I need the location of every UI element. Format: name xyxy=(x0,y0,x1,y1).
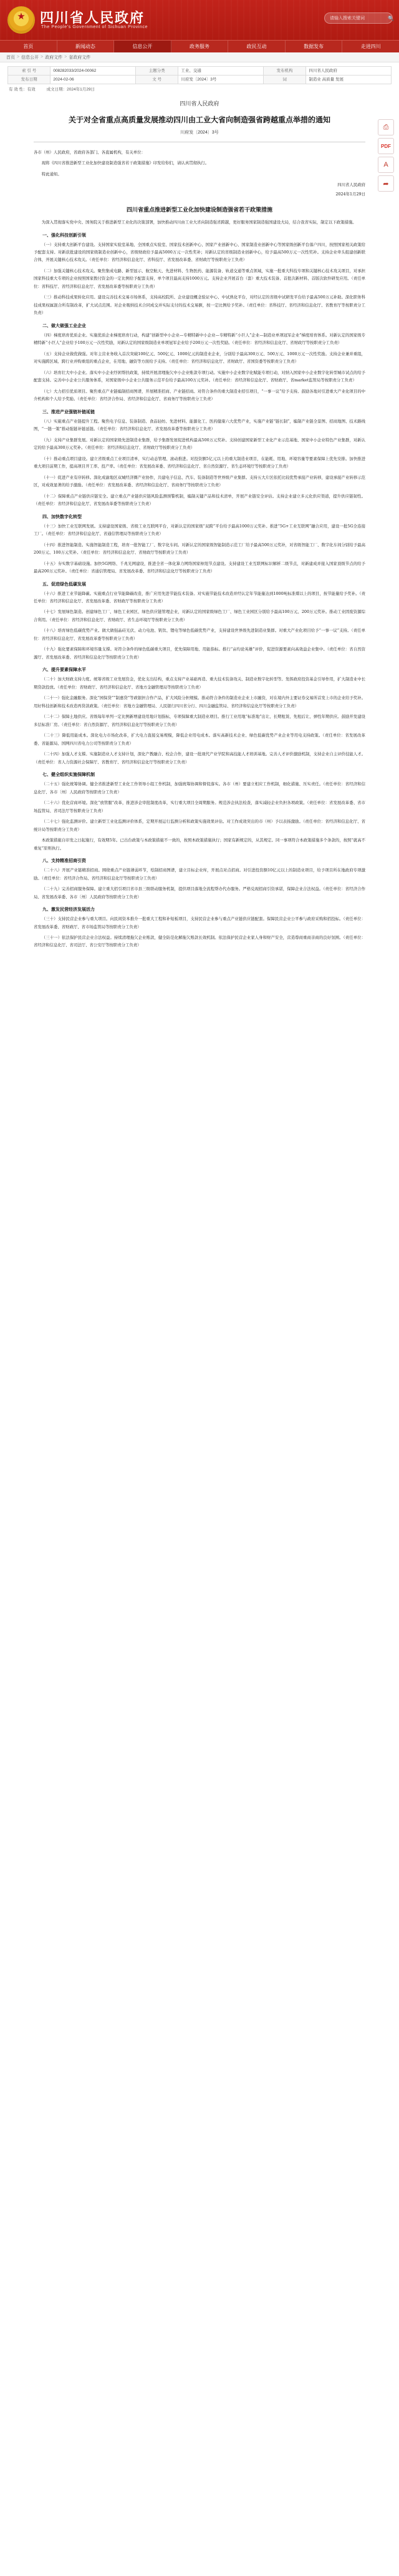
section-heading-2: 二、做大做强工业企业 xyxy=(42,322,86,328)
section-6-paragraph-3: （二十二）保障土地供应。省级每年单列一定比例新增建设用地计划指标，专项保障重大制造业项目。推行工业用地“标准地”出让、长期租赁、先租后让、弹性年期供应。鼓励开发建设多层标准厂房。（责任单位：省自然资源厅、省经济和信息化厅等按职责分工负责） xyxy=(34,714,365,727)
breadcrumb-item-home[interactable]: 首页 xyxy=(6,55,15,60)
document-issuing-org: 四川省人民政府 xyxy=(180,101,219,108)
share-button[interactable]: ➦ xyxy=(378,175,394,192)
nav-item-data[interactable]: 数据发布 xyxy=(286,41,343,52)
meta-value-issue-date: 2024年1月29日 xyxy=(67,87,95,92)
meta-table xyxy=(7,66,392,84)
section-8-paragraph-2: （二十九）完善招商服务保障。建立重大招引项目省市县三级联动服务机制，提供项目落地全流程帮办代办服务。严格兑现招商引资承诺，保障企业合法权益。（责任单位：省经济合作局、省发展改革委、各市〔州〕人民政府等按职责分工负责） xyxy=(34,886,365,899)
section-1-paragraph-1: （一）支持重大创新平台建设。支持国家实验室基地、全国重点实验室、国家技术创新中心、国家产业创新中心、国家制造业创新中心等国家级创新平台落户四川，按照国家相关政策给予配套支持。对新获批建设的国家级制造业创新中心，省级财政给予最高5000万元一次性奖补；对新认定的省级制造业创新中心，给予最高500万元一次性奖补。支持企业牵头组建创新联合体，开展关键核心技术攻关。（责任单位：省经济和信息化厅、省科技厅、省发展改革委、省财政厅等按职责分工负责） xyxy=(34,242,365,263)
section-5-paragraph-1: （十六）推进工业节能降碳。实施重点行业节能降碳改造，推广应用先进节能技术装备。对实施节能技术改造并经认定年节能量达到1000吨标准煤以上的项目，按节能量给予奖补。（责任单位：省经济和信息化厅、省发展改革委、省财政厅等按职责分工负责） xyxy=(34,590,365,604)
page-title: 关于对全省重点高质量发展推动四川由工业大省向制造强省跨越重点举措的通知 xyxy=(68,115,330,125)
section-2-paragraph-2: （五）支持企业做优做强。对年主营业务收入首次突破100亿元、500亿元、1000亿元的制造业企业，分别给予最高300万元、500万元、1000万元一次性奖励。支持企业兼并重组，对实施跨区域、跨行业并购重组的重点企业，在用地、融资等方面给予支持。（责任单位：省经济和信息化厅、省财政厅、省国资委等按职责分工负责） xyxy=(34,351,365,365)
site-search[interactable] xyxy=(324,12,393,24)
section-7-paragraph-4: 本政策措施自印发之日起施行，有效期5年。已出台政策与本政策措施不一致的，按照本政策措施执行；国家有新规定的，从其规定。同一事项符合本政策措施多个条款的，按照“就高不重复”原则执行。 xyxy=(34,838,365,851)
nav-item-home[interactable]: 首页 xyxy=(0,41,57,52)
section-heading-1: 一、强化科技创新引领 xyxy=(42,232,86,238)
section-6-paragraph-2: （二十一）强化金融服务。深化“园保贷”“制惠贷”等政银担合作产品，扩大风险分担规模。推动符合条件的制造业企业上市融资，对在境内外主要证券交易所首发上市的企业给予奖补。用好科技创新和技术改造再贷款政策。（责任单位：省地方金融管理局、人民银行四川省分行、四川金融监管局、省经济和信息化厅等按职责分工负责） xyxy=(34,695,365,708)
meta-key-publish-date: 发布日期 xyxy=(8,76,50,84)
meta-issue-date: 成文日期：2024年1月29日 xyxy=(46,87,95,92)
section-6-paragraph-5: （二十四）加强人才支撑。实施制造业人才支持计划，深化产教融合、校企合作，建设一批现代产业学院和高技能人才培训基地。完善人才评价激励机制，支持企业自主评价技能人才。（责任单位：省人力资源社会保障厅、省教育厅、省经济和信息化厅等按职责分工负责） xyxy=(34,752,365,765)
nav-item-news[interactable]: 新闻动态 xyxy=(57,41,115,52)
section-heading-6: 六、提升要素保障水平 xyxy=(42,667,86,673)
table-row xyxy=(8,67,392,76)
side-toolbar[interactable] xyxy=(377,119,395,192)
section-5-paragraph-2: （十七）发展绿色制造。创建绿色工厂、绿色工业园区、绿色供应链管理企业，对新认定的国家级绿色工厂、绿色工业园区分别给予最高100万元、200万元奖补。推动工业固废资源综合利用。（责任单位：省经济和信息化厅、省财政厅、省生态环境厅等按职责分工负责） xyxy=(34,609,365,622)
document-intro-paragraph: 现将《四川省推进新型工业化加快建设制造强省若干政策措施》印发给你们，请认真贯彻执行。 xyxy=(41,160,209,166)
breadcrumb-item-gov-docs[interactable]: 政府文件 xyxy=(45,55,63,60)
attachment-intro: 为深入贯彻落实党中央、国务院关于推进新型工业化的决策部署，加快推动四川由工业大省向制造强省跨越，更好服务国家制造强国建设大局，结合我省实际，制定以下政策措施。 xyxy=(41,220,357,225)
section-4-paragraph-2: （十四）推进智能制造。实施智能制造工程，培育一批智能工厂、数字化车间。对新认定的国家级智能制造示范工厂给予最高500万元奖补，对省级智能工厂、数字化车间分别给予最高200万元、100万元奖补。（责任单位：省经济和信息化厅、省财政厅等按职责分工负责） xyxy=(34,542,365,556)
section-7-paragraph-2: （二十六）优化营商环境。深化“放管服”改革，推进涉企审批制度改革，实行重大项目全周期服务。规范涉企执法检查，落实减轻企业负担各项政策。（责任单位：省发展改革委、省市场监管局、省司法厅等按职责分工负责） xyxy=(34,800,365,813)
table-row xyxy=(8,76,392,84)
section-5-paragraph-3: （十八）培育绿色低碳优势产业。做大做强晶硅光伏、动力电池、钒钛、锂电等绿色低碳优势产业，支持建设世界级先进制造业集群。对重大产业化项目给予“一事一议”支持。（责任单位：省经济和信息化厅、省发展改革委等按职责分工负责） xyxy=(34,628,365,641)
section-heading-9: 九、激发民营经济发展活力 xyxy=(42,906,95,913)
section-7-paragraph-3: （二十七）强化监测评价。建立新型工业化监测评价体系，定期开展运行监测分析和政策实施效果评估。对工作成效突出的市（州）予以表扬激励。（责任单位：省经济和信息化厅、省统计局等按职责分工负责） xyxy=(34,819,365,832)
section-9-paragraph-1: （三十）支持民营企业参与重大项目。向民间资本推介一批重大工程和补短板项目，支持民营企业参与重点产业链供应链配套。保障民营企业公平参与政府采购和招投标。（责任单位：省发展改革委、省财政厅、省市场监管局等按职责分工负责） xyxy=(34,916,365,929)
document-number: 川府发〔2024〕3号 xyxy=(180,130,219,135)
meta-value-publisher: 四川省人民政府 xyxy=(306,67,392,76)
section-heading-4: 四、加快数字化转型 xyxy=(42,513,82,519)
section-8-paragraph-1: （二十八）开展产业链精准招商。围绕重点产业链薄弱环节，绘制招商图谱，建立目标企业库，开展点对点招商。对引进投资额10亿元以上的制造业项目，给予项目所在地政府专项激励。（责任单位：省经济合作局、省经济和信息化厅等按职责分工负责） xyxy=(34,868,365,881)
section-3-paragraph-2: （九）支持产业集群发展。对新认定的国家级先进制造业集群，给予集群发展促进机构最高500万元奖补。支持创建国家新型工业化产业示范基地、国家中小企业特色产业集群，对新认定的给予最高300万元奖补。（责任单位：省经济和信息化厅、省财政厅等按职责分工负责） xyxy=(34,437,365,451)
breadcrumb-separator: > xyxy=(41,55,44,59)
site-title: 四川省人民政府 xyxy=(40,11,145,26)
section-3-paragraph-4: （十一）促进产业有序转移。深化成渝地区双城经济圈产业协作，共建电子信息、汽车、装备制造等世界级产业集群。支持五大片区依托比较优势承接产业转移，建设承接产业转移示范区，对成效显著的给予激励。（责任单位：省发展改革委、省经济和信息化厅、省商务厅等按职责分工负责） xyxy=(34,474,365,488)
breadcrumb-item-disclosure[interactable]: 信息公开 xyxy=(21,55,39,60)
meta-value-publish-date: 2024-02-06 xyxy=(50,76,136,84)
document-meta xyxy=(0,62,399,92)
meta-value-keywords: 制造业 高质量 发展 xyxy=(306,76,392,84)
breadcrumb-item-current: 省政府文件 xyxy=(69,55,91,60)
meta-value-index: 008282033/2024-00062 xyxy=(50,67,136,76)
document-body xyxy=(0,92,399,986)
national-emblem-icon xyxy=(7,6,35,34)
meta-key-validity: 有 效 性 xyxy=(9,87,24,92)
meta-value-category: 工业、交通 xyxy=(178,67,264,76)
breadcrumb-separator: > xyxy=(64,55,67,59)
font-size-button[interactable]: A xyxy=(378,157,394,173)
section-4-paragraph-3: （十五）夯实数字基础设施。加快5G网络、千兆光网建设，推进全省一体化算力网络国家枢纽节点建设。支持建设工业互联网标识解析二级节点，对新建成并接入国家顶级节点的给予最高200万元奖补。（责任单位：省通信管理局、省发展改革委、省经济和信息化厅等按职责分工负责） xyxy=(34,561,365,574)
site-subtitle: The People's Government of Sichuan Province xyxy=(41,25,148,29)
search-input[interactable] xyxy=(329,16,388,21)
nav-item-interaction[interactable]: 政民互动 xyxy=(228,41,286,52)
section-2-paragraph-4: （七）大力招引优质项目。聚焦重点产业链编制招商图谱，开展精准招商、产业链招商。对符合条件的重大制造业招引项目，“一事一议”给予支持。鼓励各地对引进重大产业化项目的中介机构和个人给予奖励。（责任单位：省经济合作局、省经济和信息化厅、省商务厅等按职责分工负责） xyxy=(34,388,365,402)
meta-key-keywords: 词 xyxy=(264,76,306,84)
meta-value-doc-number: 川府发〔2024〕3号 xyxy=(178,76,264,84)
section-9-paragraph-2: （三十一）依法保护民营企业合法权益。持续清理拖欠企业账款，健全防范化解拖欠账款长效机制。依法保护民营企业家人身和财产安全，营造尊商重商亲商的良好氛围。（责任单位：省经济和信息化厅、省司法厅、省公安厅等按职责分工负责） xyxy=(34,935,365,948)
section-7-paragraph-1: （二十五）强化统筹协调。健全省推进新型工业化工作领导小组工作机制，加强统筹协调和督促落实。各市（州）要建立相应工作机制，细化措施、压实责任。（责任单位：省经济和信息化厅、各市〔州〕人民政府等按职责分工负责） xyxy=(34,781,365,795)
section-1-paragraph-2: （二）加强关键核心技术攻关。聚焦集成电路、新型显示、航空航天、先进材料、生物医药、能源装备、轨道交通等重点领域，实施一批重大科技专项和关键核心技术攻关项目，对承担国家科技重大专项的企业按照国家拨付资金的一定比例给予配套支持，单个项目最高支持1000万元。支持企业开展首台（套）重大技术装备、首批次新材料、首版次软件研发应用。（责任单位：省科技厅、省经济和信息化厅、省发展改革委等按职责分工负责） xyxy=(34,268,365,289)
attachment-title: 四川省重点推进新型工业化加快建设制造强省若干政策措施 xyxy=(126,207,272,214)
document-tail-spacer xyxy=(34,953,365,961)
section-3-paragraph-5: （十二）保障重点产业链供应链安全。建立重点产业链供应链风险监测预警机制，编制关键产品和技术清单，开展产业链安全评估。支持企业建立多元化供应渠道，提升供应链韧性。（责任单位：省经济和信息化厅、省发展改革委等按职责分工负责） xyxy=(34,493,365,507)
section-heading-3: 三、推进产业强链补链延链 xyxy=(42,408,95,414)
site-header xyxy=(0,0,399,40)
meta-validity: 有 效 性：有效 xyxy=(9,87,36,92)
search-icon[interactable]: 🔍 xyxy=(388,15,394,21)
section-heading-5: 五、促进绿色低碳发展 xyxy=(42,580,86,587)
meta-key-doc-number: 文 号 xyxy=(136,76,178,84)
section-3-paragraph-1: （八）实施重点产业链提升工程。聚焦电子信息、装备制造、食品轻纺、先进材料、能源化工、医药健康六大优势产业，实施产业链“链长制”，编制产业链全景图、招商地图、技术路线图，“一链一策”推动强链补链延链。（责任单位：省经济和信息化厅、省发展改革委等按职责分工负责） xyxy=(34,418,365,432)
nav-item-services[interactable]: 政务服务 xyxy=(171,41,229,52)
document-intro-closing: 特此通知。 xyxy=(41,171,62,177)
section-heading-8: 八、支持精准招商引资 xyxy=(42,858,86,864)
breadcrumb-separator: > xyxy=(17,55,20,59)
main-nav[interactable] xyxy=(0,40,399,52)
meta-extra xyxy=(7,84,392,92)
nav-item-about[interactable]: 走进四川 xyxy=(360,44,381,49)
section-4-paragraph-1: （十三）加快工业互联网发展。支持建设国家级、省级工业互联网平台，对新认定的国家级“双跨”平台给予最高1000万元奖补。推进“5G+工业互联网”融合应用，建设一批5G全连接工厂。（责任单位：省经济和信息化厅、省通信管理局等按职责分工负责） xyxy=(34,523,365,537)
section-1-paragraph-3: （三）推动科技成果转化应用。建设完善技术交易市场体系，支持高校院所、企业建设概念验证中心、中试熟化平台，对经认定的省级中试研发平台给予最高500万元补助。深化职务科技成果权属混合所有制改革，扩大试点范围。对企业吸纳技术合同成交并实际支付的技术交易额，按一定比例给予奖补。（责任单位：省科技厅、省经济和信息化厅、省教育厅等按职责分工负责） xyxy=(34,295,365,316)
section-2-paragraph-3: （六）培育壮大中小企业。落实中小企业纾困帮扶政策，持续开展清理拖欠中小企业账款专项行动。实施中小企业数字化赋能专项行动，对纳入国家中小企业数字化转型城市试点的给予配套支持。完善中小企业公共服务体系，对国家级中小企业公共服务示范平台给予最高100万元奖补。（责任单位：省经济和信息化厅、省财政厅、省market监管局等按职责分工负责） xyxy=(34,370,365,383)
print-button[interactable]: ⎙ xyxy=(378,119,394,135)
document-recipients: 各市（州）人民政府，省政府各部门、各直属机构，有关单位： xyxy=(34,149,145,155)
breadcrumb xyxy=(0,52,399,62)
meta-key-publisher: 发布机构 xyxy=(264,67,306,76)
meta-key-index: 索 引 号 xyxy=(8,67,50,76)
meta-key-issue-date: 成文日期 xyxy=(46,87,63,92)
download-pdf-button[interactable]: PDF xyxy=(378,138,394,154)
section-heading-7: 七、健全组织实施保障机制 xyxy=(42,771,95,778)
section-5-paragraph-4: （十九）强化要素保障和环境容量支撑。对符合条件的绿色低碳重大项目，优先保障用地、用能指标。推行“亩均论英雄”评价，促进资源要素向高效益企业集中。（责任单位：省自然资源厅、省发展改革委、省经济和信息化厅等按职责分工负责） xyxy=(34,647,365,660)
meta-key-category: 主题分类 xyxy=(136,67,178,76)
section-2-paragraph-1: （四）梯度培育优质企业。实施优质企业梯度培育行动，构建“创新型中小企业—专精特新中小企业—专精特新“小巨人”企业—制造业单项冠军企业”梯度培育体系。对新认定的国家级专精特新“小巨人”企业给予100万元一次性奖励，对新认定的国家级制造业单项冠军企业给予200万元一次性奖励。（责任单位：省经济和信息化厅、省财政厅等按职责分工负责） xyxy=(34,332,365,346)
section-3-paragraph-3: （十）推动重点项目建设。建立省级重点工业项目清单，实行动态管理、滚动推进。对投资额5亿元以上的重大制造业项目，在能耗、用地、环境容量等要素保障上优先安排。加快推进重大项目前期工作，提高项目开工率、投产率。（责任单位：省发展改革委、省经济和信息化厅、省自然资源厅、省生态环境厅等按职责分工负责） xyxy=(34,456,365,469)
document-signature-date: 2024年1月29日 xyxy=(335,192,365,197)
meta-value-validity: 有效 xyxy=(27,87,36,92)
nav-item-disclosure[interactable]: 信息公开 xyxy=(114,41,171,52)
section-6-paragraph-1: （二十）加大财政支持力度。统筹省级工业发展资金，优化支出结构，重点支持产业基础再造、重大技术装备攻关、制造业数字化转型等。发挥政府投资基金引导作用，扩大制造业中长期贷款投放。（责任单位：省财政厅、省经济和信息化厅、省地方金融管理局等按职责分工负责） xyxy=(34,677,365,690)
document-signature-org: 四川省人民政府 xyxy=(337,182,365,188)
section-6-paragraph-4: （二十三）降低用能成本。深化电力市场化改革，扩大电力直接交易规模，降低企业用电成本。落实高新技术企业、绿色低碳优势产业企业等用电支持政策。（责任单位：省发展改革委、省能源局、国网四川省电力公司等按职责分工负责） xyxy=(34,733,365,746)
